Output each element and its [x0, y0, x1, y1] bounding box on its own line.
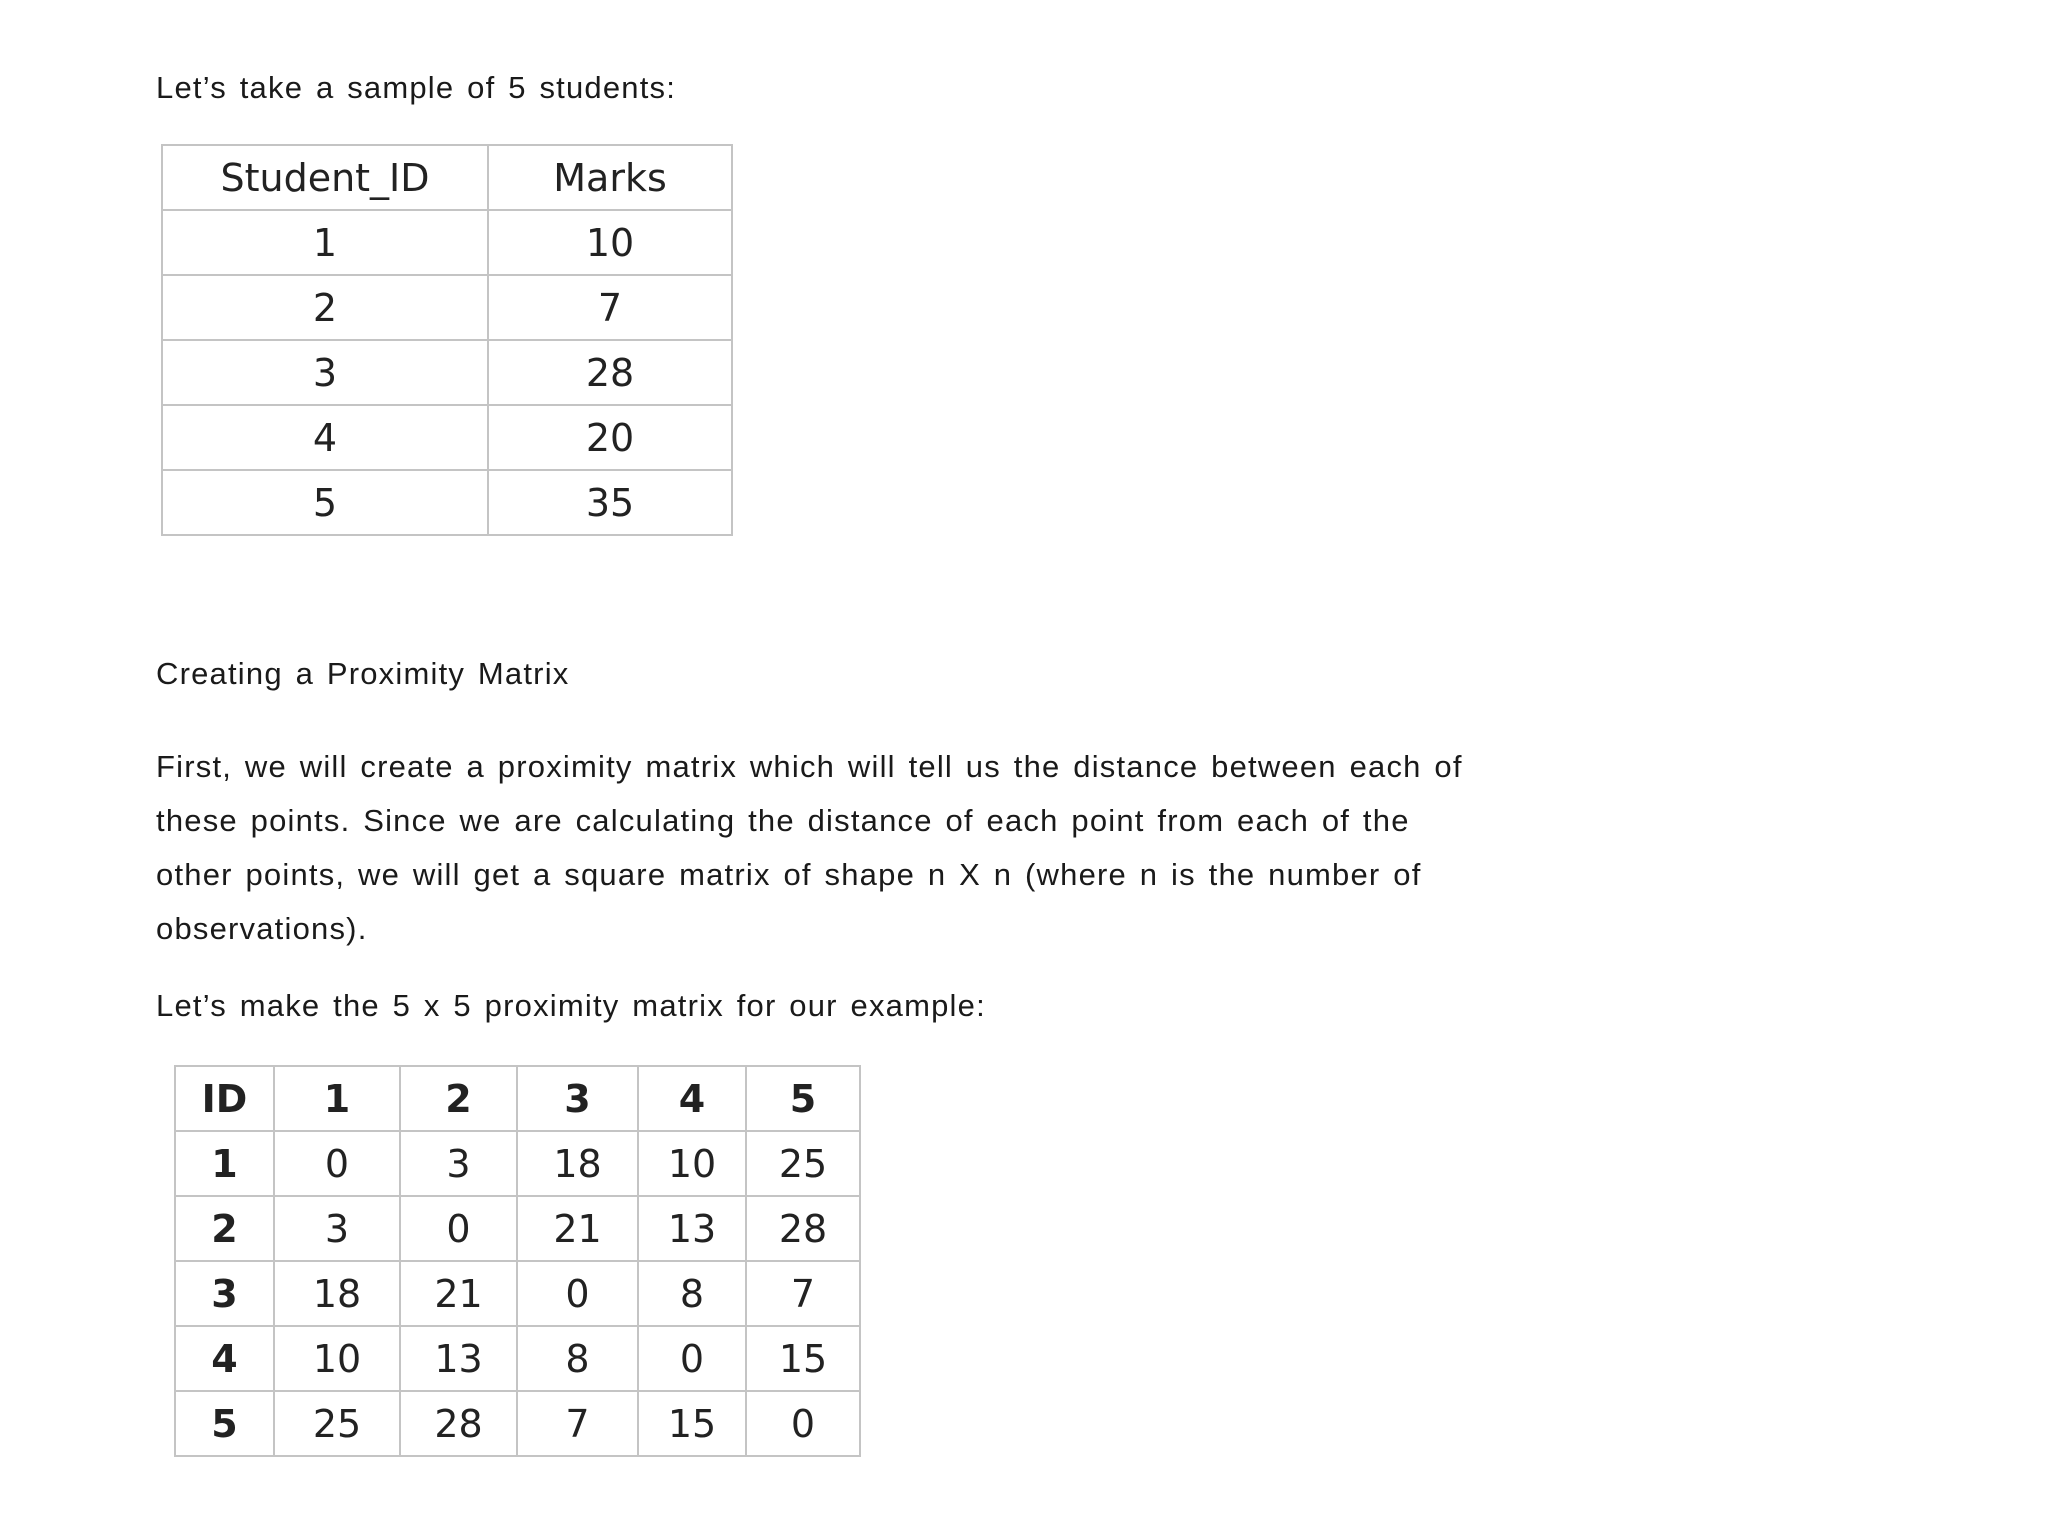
- paragraph-line: other points, we will get a square matrix of shape n X n (where n is the number of: [156, 857, 1422, 892]
- table-cell: 13: [638, 1196, 746, 1261]
- table-row: [162, 210, 732, 275]
- table-cell: 18: [517, 1131, 638, 1196]
- table-cell: 8: [638, 1261, 746, 1326]
- paragraph-line: observations).: [156, 911, 368, 946]
- row-header: 5: [175, 1391, 274, 1456]
- table-cell: 15: [746, 1326, 860, 1391]
- table-cell: 0: [400, 1196, 517, 1261]
- paragraph-line: First, we will create a proximity matrix which will tell us the distance between each of: [156, 749, 1463, 784]
- table-cell: 8: [517, 1326, 638, 1391]
- table-cell: 7: [488, 275, 732, 340]
- table-cell: 0: [638, 1326, 746, 1391]
- table-cell: 13: [400, 1326, 517, 1391]
- table-cell: 4: [162, 405, 488, 470]
- column-header: 3: [517, 1066, 638, 1131]
- table-cell: 0: [274, 1131, 400, 1196]
- table-cell: 28: [488, 340, 732, 405]
- row-header: 3: [175, 1261, 274, 1326]
- table-cell: 5: [162, 470, 488, 535]
- table-row: [162, 275, 732, 340]
- table-cell: 7: [746, 1261, 860, 1326]
- table-cell: 21: [400, 1261, 517, 1326]
- table-cell: 10: [274, 1326, 400, 1391]
- table-cell: 3: [274, 1196, 400, 1261]
- table-cell: 18: [274, 1261, 400, 1326]
- table-row: [175, 1261, 860, 1326]
- table-cell: 7: [517, 1391, 638, 1456]
- column-header: ID: [175, 1066, 274, 1131]
- table-cell: 10: [488, 210, 732, 275]
- table-row: [162, 405, 732, 470]
- column-header: 5: [746, 1066, 860, 1131]
- row-header: 2: [175, 1196, 274, 1261]
- table-cell: 28: [746, 1196, 860, 1261]
- table-cell: 25: [274, 1391, 400, 1456]
- column-header: 4: [638, 1066, 746, 1131]
- table-cell: 0: [517, 1261, 638, 1326]
- row-header: 1: [175, 1131, 274, 1196]
- table-row: [175, 1391, 860, 1456]
- students-table: [161, 144, 733, 536]
- table-cell: 3: [400, 1131, 517, 1196]
- table-row: [175, 1196, 860, 1261]
- table-cell: 28: [400, 1391, 517, 1456]
- table-row: [175, 1131, 860, 1196]
- table-cell: 15: [638, 1391, 746, 1456]
- table-cell: 0: [746, 1391, 860, 1456]
- table-cell: 10: [638, 1131, 746, 1196]
- table-header-row: [175, 1066, 860, 1131]
- table-cell: 21: [517, 1196, 638, 1261]
- table-cell: 3: [162, 340, 488, 405]
- table-cell: 2: [162, 275, 488, 340]
- table-header-row: [162, 145, 732, 210]
- table-row: [175, 1326, 860, 1391]
- matrix-intro-text: Let’s make the 5 x 5 proximity matrix for our example:: [156, 988, 986, 1023]
- table-cell: 20: [488, 405, 732, 470]
- body-paragraph: [156, 740, 1956, 956]
- column-header: Student_ID: [162, 145, 488, 210]
- intro-text: Let’s take a sample of 5 students:: [156, 70, 677, 105]
- section-heading: Creating a Proximity Matrix: [156, 656, 570, 691]
- table-row: [162, 470, 732, 535]
- column-header: 2: [400, 1066, 517, 1131]
- proximity-matrix-table: [174, 1065, 861, 1457]
- table-cell: 1: [162, 210, 488, 275]
- table-cell: 35: [488, 470, 732, 535]
- table-row: [162, 340, 732, 405]
- column-header: 1: [274, 1066, 400, 1131]
- table-cell: 25: [746, 1131, 860, 1196]
- row-header: 4: [175, 1326, 274, 1391]
- paragraph-line: these points. Since we are calculating the distance of each point from each of the: [156, 803, 1410, 838]
- column-header: Marks: [488, 145, 732, 210]
